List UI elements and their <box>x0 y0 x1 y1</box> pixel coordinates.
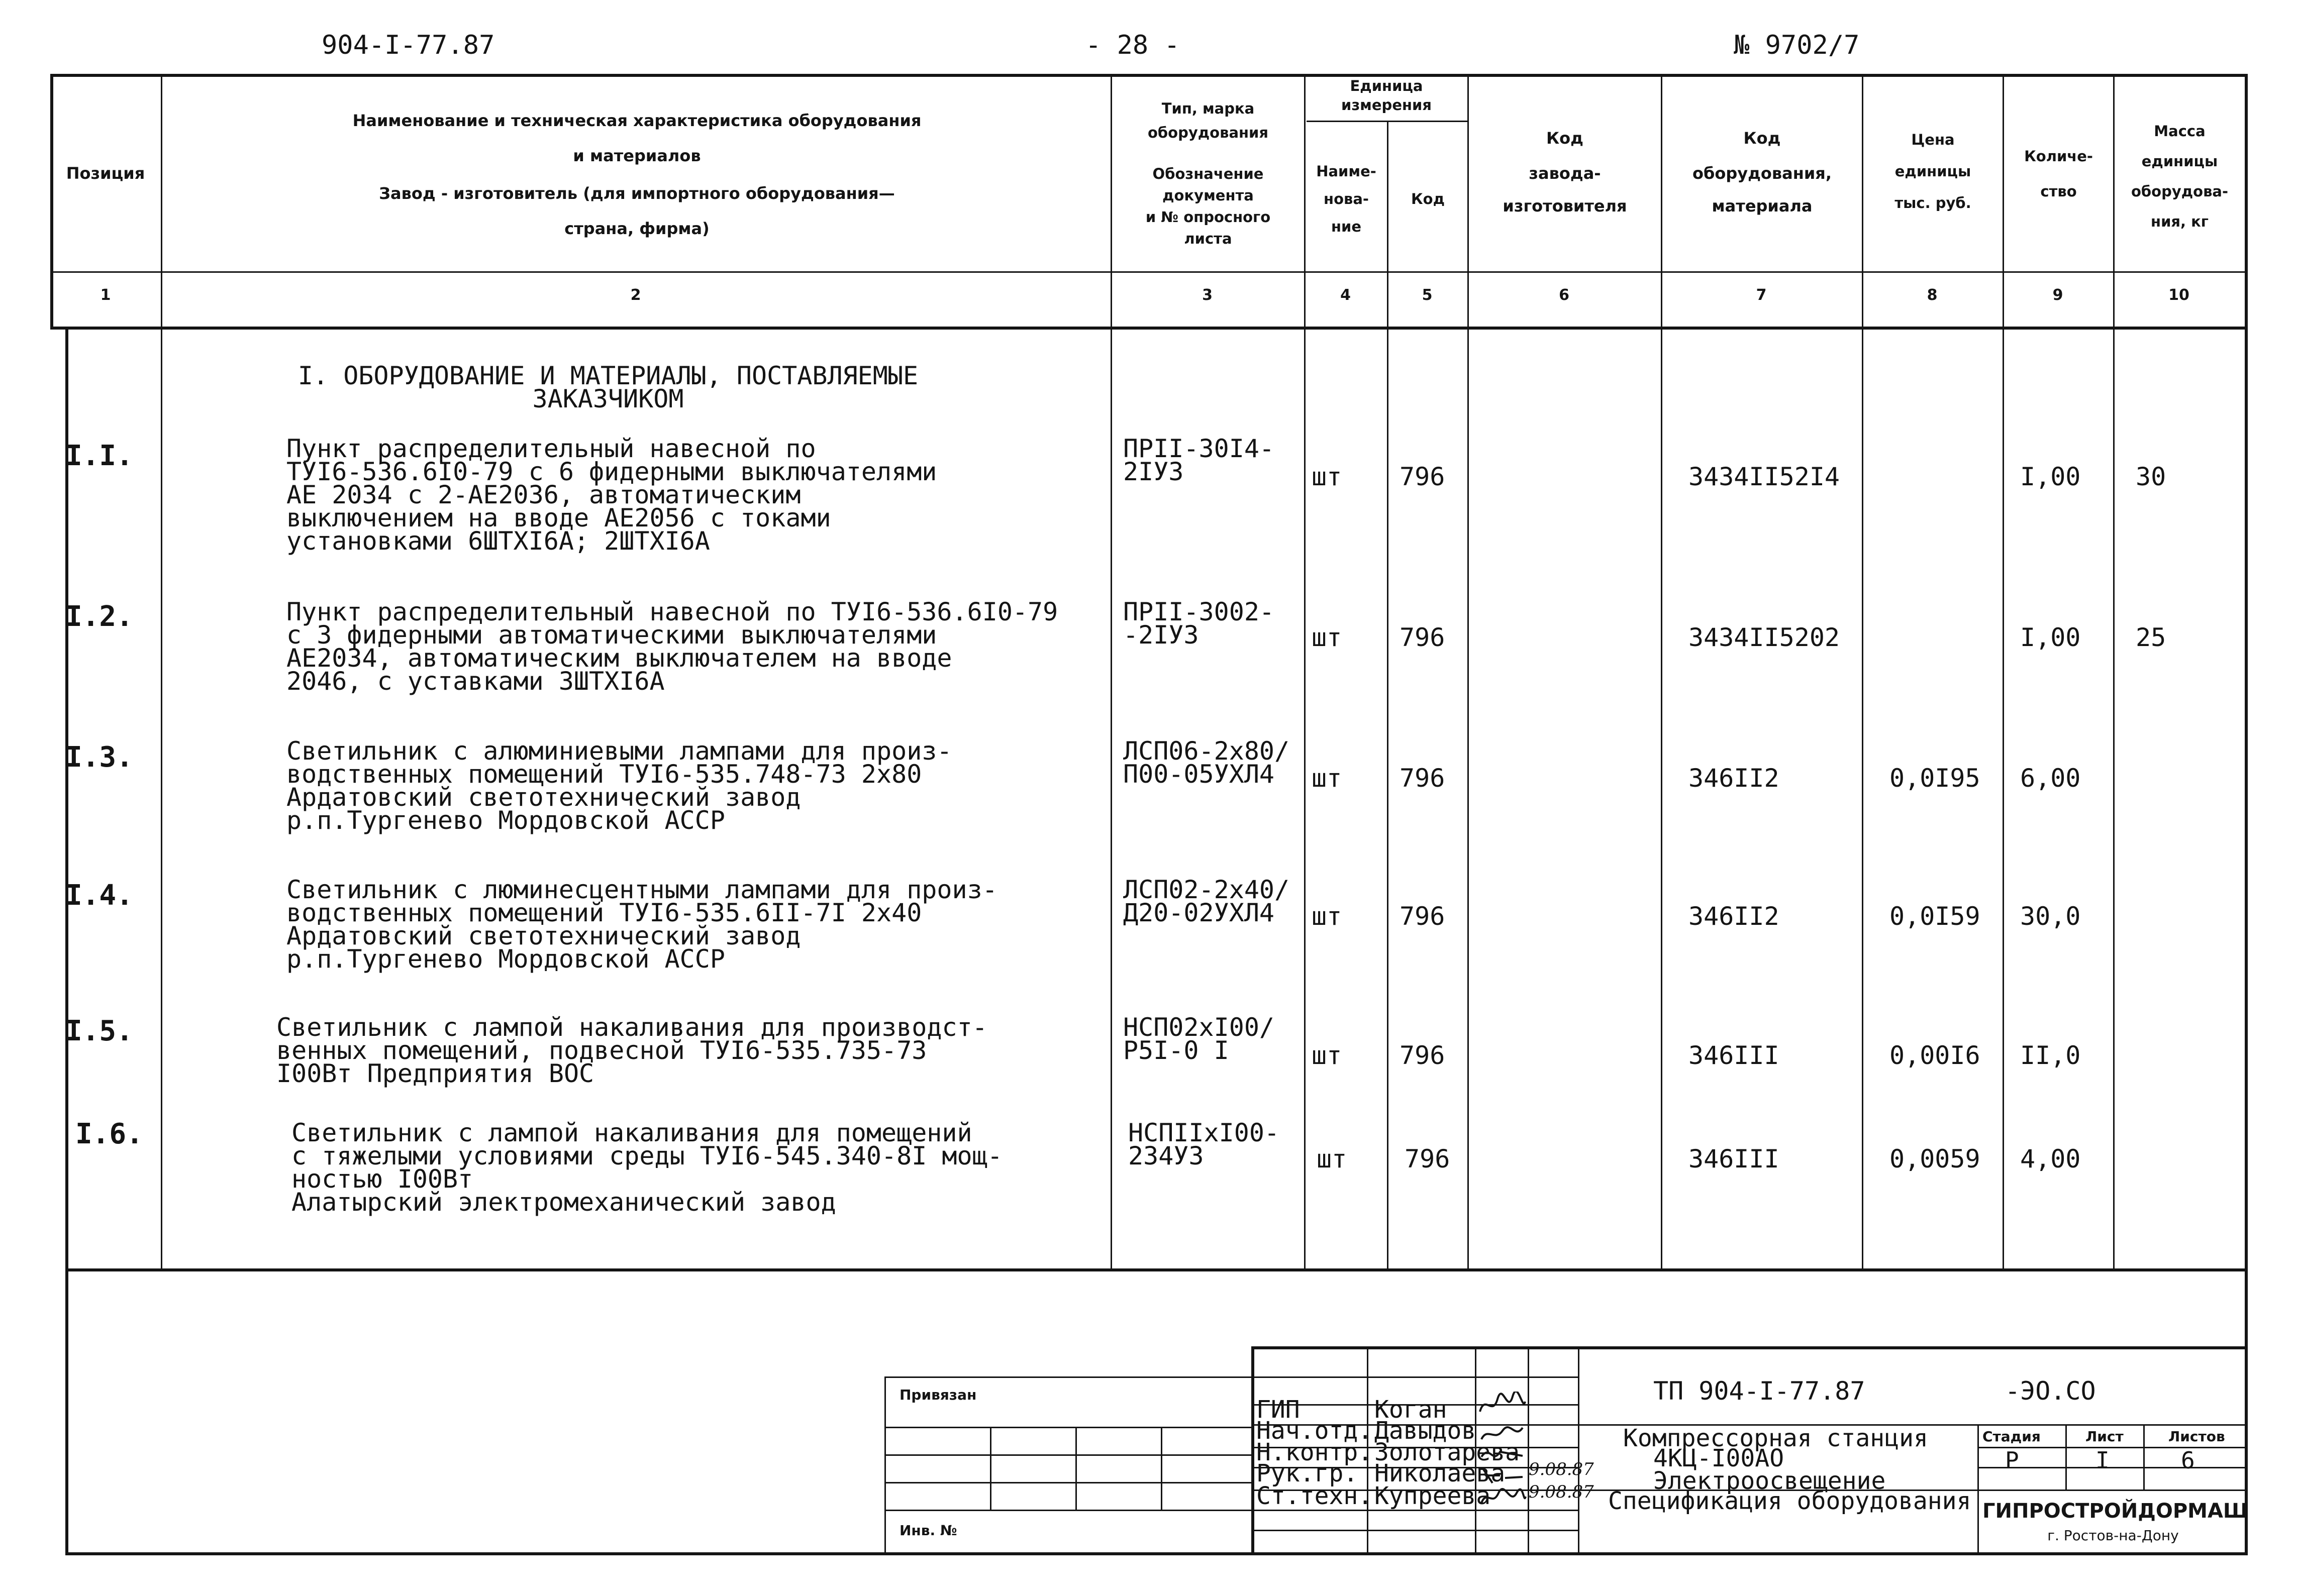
header-unit-name-line1: Наиме- <box>1316 163 1376 180</box>
header-name-line1: Наименование и техническая характеристика оборудования <box>352 111 922 130</box>
signature-senior-tech <box>1477 1485 1528 1511</box>
name-norm-control: Золотарева <box>1374 1438 1520 1466</box>
row-unit: шт <box>1312 1041 1342 1070</box>
header-mfr-line1: Код <box>1546 129 1583 148</box>
header-mat-line2: оборудования, <box>1692 164 1832 183</box>
column-number: 2 <box>630 286 641 304</box>
header-unit-line2: измерения <box>1341 96 1432 114</box>
album-number: № 9702/7 <box>1734 30 1860 60</box>
header-type-line4: документа <box>1162 187 1254 204</box>
row-type-mark: ПРII-30I4- 2IУ3 <box>1123 434 1275 486</box>
row-price: 0,0I59 <box>1889 902 1980 931</box>
row-unit: шт <box>1317 1144 1347 1174</box>
row-description: Светильник с лампой накаливания для производст- венных помещений, подвесной ТУI6-535.735-73 I00Вт Предприятия ВОС <box>276 1013 987 1088</box>
header-type-line3: Обозначение <box>1152 165 1264 182</box>
row-quantity: 4,00 <box>2020 1144 2081 1174</box>
row-quantity: 6,00 <box>2020 764 2081 793</box>
sheet-value: I <box>2095 1447 2110 1474</box>
stage-value: Р <box>2005 1447 2019 1474</box>
linked-box-sep <box>990 1427 991 1510</box>
column-number: 9 <box>2052 286 2063 304</box>
frame-top-border <box>50 74 2246 77</box>
row-quantity: I,00 <box>2020 623 2081 652</box>
col-sep-7 <box>1862 74 1863 1268</box>
document-code: 904-I-77.87 <box>322 30 495 60</box>
row-quantity: I,00 <box>2020 462 2081 491</box>
col-sep-1 <box>161 74 162 1268</box>
header-mass-line4: ния, кг <box>2151 213 2209 230</box>
header-unit-line1: Единица <box>1350 77 1423 94</box>
column-number: 8 <box>1927 286 1938 304</box>
row-position: I.4. <box>65 879 133 912</box>
sheets-label: Листов <box>2168 1428 2225 1445</box>
row-unit: шт <box>1312 462 1342 491</box>
organization-name: ГИПРОСТРОЙДОРМАШ <box>1982 1500 2248 1523</box>
row-description: Светильник с люминесцентными лампами для произ- водственных помещений ТУI6-535.6II-7I 2х40 Ардатовский светотехнический завод р.п.Тургенево Мордовской АССР <box>286 875 997 974</box>
row-unit-code: 796 <box>1400 764 1445 793</box>
date-group-head: 9.08.87 <box>1529 1459 1594 1479</box>
header-price-line2: единицы <box>1894 163 1971 180</box>
project-title-line4: Спецификация оборудования <box>1608 1487 1971 1515</box>
organization-city: г. Ростов-на-Дону <box>2047 1527 2179 1544</box>
page-number: - 28 - <box>1085 30 1180 60</box>
linked-box-sep <box>1075 1427 1077 1510</box>
header-type-line6: листа <box>1184 230 1232 247</box>
header-qty-line1: Количе- <box>2024 148 2093 165</box>
row-material-code: 3434II52I4 <box>1688 462 1840 491</box>
sheets-value: 6 <box>2181 1447 2195 1474</box>
signature-group-head <box>1477 1463 1528 1488</box>
header-name-line4: страна, фирма) <box>564 219 710 238</box>
stamp-sep <box>2143 1424 2145 1489</box>
project-code: ТП 904-I-77.87 <box>1653 1376 1865 1406</box>
row-material-code: 346III <box>1688 1144 1779 1174</box>
linked-box-sep <box>1161 1427 1162 1510</box>
row-unit-code: 796 <box>1405 1144 1450 1174</box>
table-bottom-border <box>65 1268 2246 1271</box>
frame-right-border <box>2245 74 2248 1555</box>
project-title-line2: 4КЦ-I00АО <box>1653 1444 1784 1472</box>
project-title-line3: Электроосвещение <box>1653 1467 1886 1495</box>
frame-bottom-border <box>65 1552 2246 1555</box>
linked-box-line <box>884 1482 1251 1483</box>
role-head-dept: Нач.отд. <box>1256 1417 1373 1445</box>
row-description: Светильник с алюминиевыми лампами для произ- водственных помещений ТУI6-535.748-73 2х80 Ардатовский светотехнический завод р.п.Тургенево Мордовской АССР <box>286 736 952 835</box>
header-mat-line3: материала <box>1712 196 1813 216</box>
row-unit-code: 796 <box>1400 902 1445 931</box>
row-material-code: 346III <box>1688 1041 1779 1070</box>
stamp-sep <box>1528 1346 1529 1552</box>
linked-box-line <box>884 1510 1251 1511</box>
row-price: 0,0I95 <box>1889 764 1980 793</box>
col-sep-6 <box>1661 74 1662 1268</box>
row-description: Пункт распределительный навесной по ТУI6-536.6I0-79 с 3 фидерными автоматическими выключателями АЕ2034, автоматическим выключателем на вводе 2046, с уставками 3ШТХI6А <box>286 597 1058 696</box>
row-quantity: II,0 <box>2020 1041 2081 1070</box>
header-type-line2: оборудования <box>1147 124 1268 141</box>
header-position: Позиция <box>66 164 145 183</box>
name-gip: Коган <box>1374 1396 1447 1424</box>
row-position: I.I. <box>65 440 133 472</box>
linked-box-line <box>884 1427 1251 1428</box>
row-position: I.5. <box>65 1015 133 1047</box>
header-mat-line1: Код <box>1743 129 1781 148</box>
row-unit-code: 796 <box>1400 623 1445 652</box>
column-number: 7 <box>1756 286 1767 304</box>
col-sep-9 <box>2113 74 2115 1268</box>
name-head-dept: Давыдов <box>1374 1417 1476 1445</box>
linked-label: Привязан <box>900 1387 977 1403</box>
header-bottom-border <box>50 327 2246 330</box>
signature-gip <box>1477 1392 1528 1422</box>
date-senior-tech: 9.08.87 <box>1529 1482 1594 1502</box>
row-position: I.2. <box>65 600 133 633</box>
row-description: Пункт распределительный навесной по ТУI6-536.6I0-79 с 6 фидерными выключателями АЕ 2034 с 2-АЕ2036, автоматическим выключением на вводе АЕ2056 с токами установками 6ШТХI6А; 2ШТХI6А <box>286 434 937 556</box>
header-unit-name-line2: нова- <box>1324 190 1369 207</box>
row-position: I.3. <box>65 741 133 774</box>
header-unit-code: Код <box>1411 190 1445 207</box>
frame-left-border <box>65 327 68 1555</box>
name-senior-tech: Купреева <box>1374 1482 1491 1510</box>
row-type-mark: НСП02хI00/ Р5I-0 I <box>1123 1013 1275 1065</box>
section-title: I. ОБОРУДОВАНИЕ И МАТЕРИАЛЫ, ПОСТАВЛЯЕМЫЕ ЗАКАЗЧИКОМ <box>297 361 919 413</box>
col-sep-5 <box>1467 74 1469 1268</box>
stamp-top <box>1251 1346 2246 1349</box>
column-number: 10 <box>2168 286 2189 304</box>
header-price-line3: тыс. руб. <box>1894 194 1971 211</box>
row-unit: шт <box>1312 764 1342 793</box>
column-number: 1 <box>100 286 111 304</box>
column-number: 5 <box>1422 286 1433 304</box>
linked-box-line <box>884 1454 1251 1456</box>
row-description: Светильник с лампой накаливания для помещений с тяжелыми условиями среды ТУI6-545.340-8I мощ- ностью I00Вт Алатырский электромеханический завод <box>291 1118 1003 1217</box>
sheet-code: -ЭО.СО <box>2005 1376 2096 1406</box>
stamp-sep <box>1977 1424 1979 1552</box>
header-mass-line1: Масса <box>2154 123 2206 140</box>
row-material-code: 3434II5202 <box>1688 623 1840 652</box>
project-title-line1: Компрессорная станция <box>1623 1424 1928 1452</box>
header-name-line3: Завод - изготовитель (для импортного оборудования— <box>379 184 895 203</box>
unit-header-divider <box>1307 121 1467 122</box>
linked-box-top <box>884 1376 1251 1378</box>
row-position: I.6. <box>75 1118 143 1150</box>
sheet-label: Лист <box>2085 1428 2124 1445</box>
row-unit-code: 796 <box>1400 462 1445 491</box>
header-divider <box>50 271 2246 273</box>
header-type-line1: Тип, марка <box>1161 100 1255 117</box>
role-group-head: Рук.гр. <box>1256 1459 1358 1487</box>
row-type-mark: ЛСП06-2х80/ П00-05УХЛ4 <box>1123 736 1290 789</box>
col-sep-2 <box>1111 74 1112 1268</box>
row-price: 0,00I6 <box>1889 1041 1980 1070</box>
role-gip: ГИП <box>1256 1396 1300 1424</box>
row-material-code: 346II2 <box>1688 902 1779 931</box>
column-number: 4 <box>1340 286 1351 304</box>
linked-box-left <box>884 1376 886 1552</box>
column-number: 3 <box>1202 286 1213 304</box>
name-group-head: Николаева <box>1374 1459 1506 1487</box>
column-number: 6 <box>1559 286 1569 304</box>
row-type-mark: ЛСП02-2х40/ Д20-02УХЛ4 <box>1123 875 1290 927</box>
stamp-sep <box>1578 1346 1579 1552</box>
row-price: 0,0059 <box>1889 1144 1980 1174</box>
col-sep-3 <box>1304 74 1306 1268</box>
header-mfr-line3: изготовителя <box>1503 196 1627 216</box>
row-type-mark: ПРII-3002- -2IУ3 <box>1123 597 1275 650</box>
role-senior-tech: Ст.техн. <box>1256 1482 1373 1510</box>
row-mass: 25 <box>2136 623 2166 652</box>
role-norm-control: Н.контр. <box>1256 1438 1373 1466</box>
col-sep-8 <box>2003 74 2004 1268</box>
row-unit: шт <box>1312 902 1342 931</box>
row-mass: 30 <box>2136 462 2166 491</box>
header-unit-name-line3: ние <box>1331 218 1362 235</box>
header-qty-line2: ство <box>2040 183 2077 200</box>
header-type-line5: и № опросного <box>1145 208 1271 226</box>
inventory-label: Инв. № <box>900 1522 957 1539</box>
header-mass-line3: оборудова- <box>2131 183 2229 200</box>
row-quantity: 30,0 <box>2020 902 2081 931</box>
header-name-line2: и материалов <box>573 146 701 165</box>
header-price-line1: Цена <box>1911 131 1955 148</box>
stamp-sep <box>2065 1424 2067 1489</box>
row-unit-code: 796 <box>1400 1041 1445 1070</box>
row-type-mark: НСПIIхI00- 234У3 <box>1128 1118 1280 1171</box>
stage-label: Стадия <box>1982 1428 2041 1445</box>
row-material-code: 346II2 <box>1688 764 1779 793</box>
header-mfr-line2: завода- <box>1529 164 1601 183</box>
header-mass-line2: единицы <box>2141 153 2218 170</box>
row-unit: шт <box>1312 623 1342 652</box>
